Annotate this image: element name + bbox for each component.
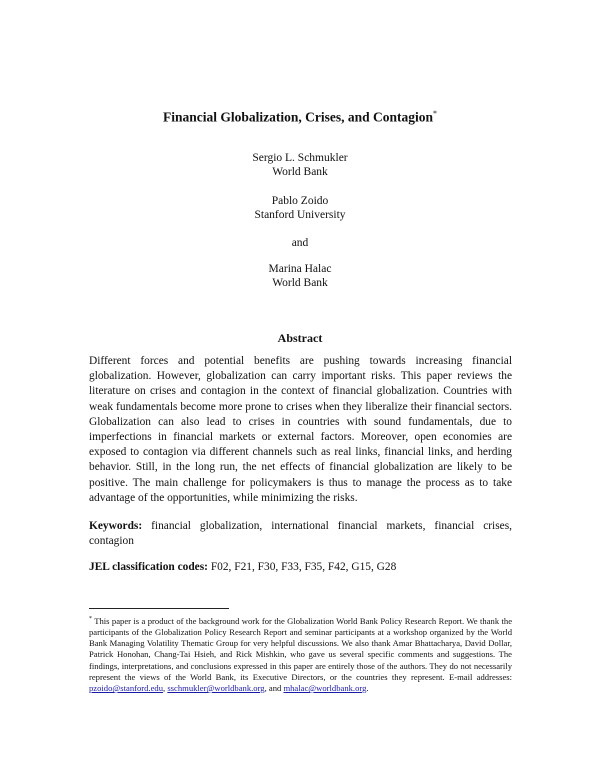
footnote-end: . bbox=[366, 683, 369, 694]
author-name: Pablo Zoido bbox=[271, 195, 329, 207]
paper-title bbox=[0, 109, 600, 126]
author-name: Sergio L. Schmukler bbox=[252, 152, 348, 164]
footnote bbox=[89, 614, 512, 694]
email-separator: , bbox=[163, 683, 168, 694]
email-link-zoido[interactable]: pzoido@stanford.edu bbox=[89, 683, 164, 694]
keywords-text: financial globalization, international financial markets, financial crises, contagion bbox=[89, 520, 512, 548]
keywords-label: Keywords: bbox=[89, 520, 143, 532]
footnote-text: This paper is a product of the background work for the Globalization World Bank Policy Research Report. We thank the participants of the Globalization Policy Research Report and seminar participants at a workshop organized by the World Bank Managing Volatility Thematic Group for very helpful discussions. We also thank Amar Bhattacharya, David Dollar, Patrick Honohan, Chang-Tai Hsieh, and Rick Mishkin, who gave us several specific comments and suggestions. The findings, interpretations, and conclusions expressed in this paper are entirely those of the authors. They do not necessarily represent the views of the World Bank, its Executive Directors, or the countries they represent. E-mail addresses: bbox=[89, 615, 513, 682]
author-block-1 bbox=[0, 151, 600, 179]
abstract-body: Different forces and potential benefits are pushing towards increasing financial globalization. However, globalization can carry important risks. This paper reviews the literature on crises and contagion in the context of financial globalization. Countries with weak fundamentals become more prone to crises when they liberalize their financial sectors. Globalization can also lead to crises in countries with sound fundamentals, due to imperfections in financial markets or external factors. Moreover, open economies are exposed to contagion via different channels such as real links, financial links, and herding behavior. Still, in the long run, the net effects of financial globalization are likely to be positive. The main challenge for policymakers is thus to manage the process as to take advantage of the opportunities, while minimizing the risks. bbox=[89, 355, 512, 504]
footnote-mark: * bbox=[89, 616, 92, 622]
title-footnote-mark: * bbox=[433, 109, 438, 118]
author-name: Marina Halac bbox=[268, 263, 332, 275]
abstract-heading: Abstract bbox=[277, 331, 323, 345]
title-text: Financial Globalization, Crises, and Contagion bbox=[162, 109, 434, 125]
author-affiliation: Stanford University bbox=[254, 209, 346, 221]
author-affiliation: World Bank bbox=[272, 166, 328, 178]
email-link-halac[interactable]: mhalac@worldbank.org bbox=[283, 683, 367, 694]
author-affiliation: World Bank bbox=[272, 277, 328, 289]
jel-codes bbox=[89, 561, 512, 573]
email-separator: , and bbox=[264, 683, 284, 694]
keywords bbox=[89, 519, 512, 549]
jel-text: F02, F21, F30, F33, F35, F42, G15, G28 bbox=[210, 561, 397, 573]
author-block-3 bbox=[0, 262, 600, 290]
email-link-schmukler[interactable]: sschmukler@worldbank.org bbox=[167, 683, 265, 694]
footnote-divider bbox=[89, 608, 229, 609]
author-separator: and bbox=[291, 237, 309, 249]
jel-label: JEL classification codes: bbox=[89, 561, 208, 573]
author-block-2 bbox=[0, 194, 600, 222]
